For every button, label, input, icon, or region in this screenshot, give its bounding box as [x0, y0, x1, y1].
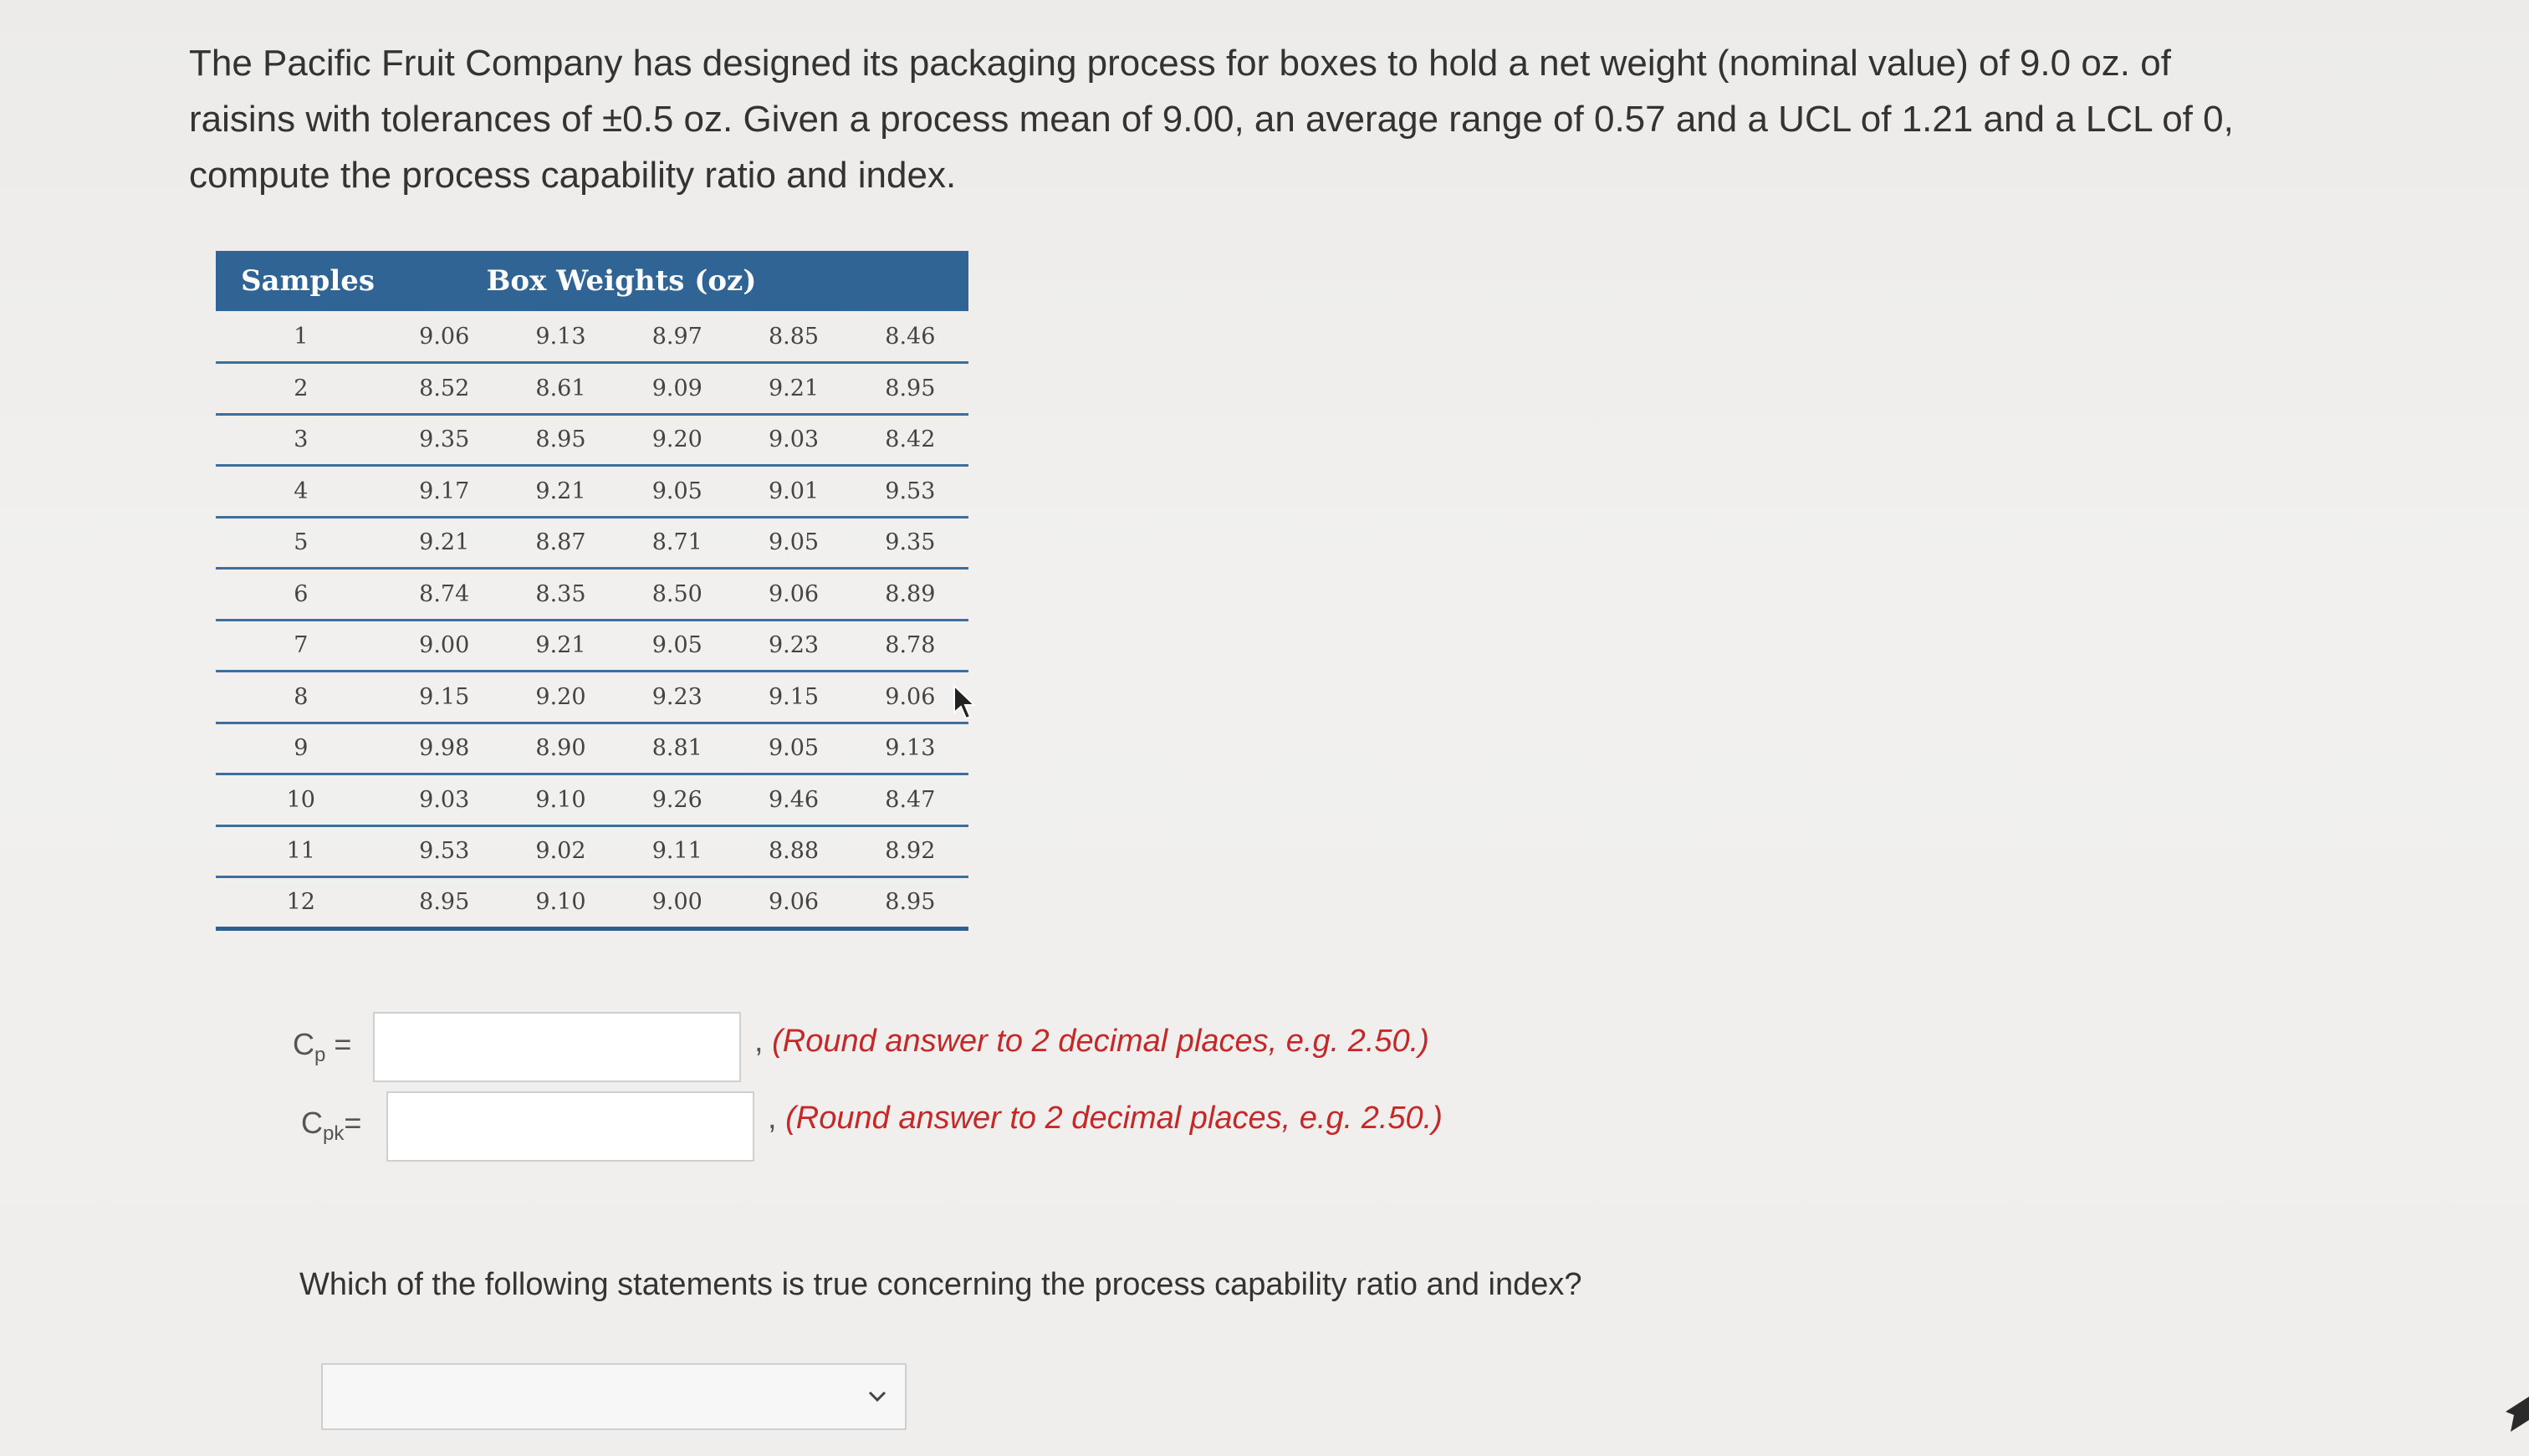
table-row [216, 466, 968, 518]
weight-cell: 9.35 [852, 517, 968, 569]
weight-cell: 8.87 [503, 517, 619, 569]
table-row [216, 569, 968, 621]
weight-cell: 8.95 [852, 363, 968, 415]
table-row [216, 620, 968, 672]
weight-cell: 9.15 [735, 672, 851, 723]
weight-cell: 8.89 [852, 569, 968, 621]
sample-number-cell: 11 [216, 825, 386, 877]
table-row [216, 311, 968, 363]
weight-cell: 8.47 [852, 774, 968, 826]
cpk-label-sub: pk [323, 1122, 345, 1146]
weight-cell: 9.00 [386, 620, 503, 672]
weight-cell: 9.35 [386, 414, 503, 466]
chevron-down-icon [865, 1383, 890, 1408]
weight-cell: 9.02 [503, 825, 619, 877]
table-row [216, 517, 968, 569]
weight-cell: 9.11 [619, 825, 735, 877]
table-row [216, 363, 968, 415]
weight-cell: 8.85 [735, 311, 851, 363]
weight-cell: 9.46 [735, 774, 851, 826]
header-samples: Samples [216, 251, 386, 311]
weight-cell: 9.13 [503, 311, 619, 363]
weight-cell: 9.26 [619, 774, 735, 826]
table-row [216, 723, 968, 774]
weight-cell: 9.06 [852, 672, 968, 723]
weight-cell: 8.95 [852, 877, 968, 929]
table-header-row [216, 251, 968, 311]
weight-cell: 8.61 [503, 363, 619, 415]
table-row [216, 672, 968, 723]
cp-label-eq: = [334, 1027, 352, 1061]
weight-cell: 9.20 [619, 414, 735, 466]
table-row [216, 877, 968, 929]
cpk-hint-text: (Round answer to 2 decimal places, e.g. 2.50.) [785, 1101, 1443, 1136]
weight-cell: 9.98 [386, 723, 503, 774]
table-row [216, 774, 968, 826]
weight-cell: 8.74 [386, 569, 503, 621]
sample-number-cell: 2 [216, 363, 386, 415]
weight-cell: 9.01 [735, 466, 851, 518]
weight-cell: 8.71 [619, 517, 735, 569]
sample-number-cell: 7 [216, 620, 386, 672]
weight-cell: 8.95 [503, 414, 619, 466]
weight-cell: 9.00 [619, 877, 735, 929]
cp-label-main: C [293, 1027, 314, 1061]
question2-text: Which of the following statements is true concerning the process capability ratio and index? [299, 1267, 1582, 1302]
weight-cell: 9.06 [386, 311, 503, 363]
weight-cell: 9.23 [735, 620, 851, 672]
weight-cell: 9.09 [619, 363, 735, 415]
sample-number-cell: 1 [216, 311, 386, 363]
weight-cell: 9.53 [852, 466, 968, 518]
weight-cell: 9.21 [386, 517, 503, 569]
weight-cell: 8.42 [852, 414, 968, 466]
weight-cell: 9.03 [735, 414, 851, 466]
weight-cell: 9.21 [735, 363, 851, 415]
weight-cell: 9.13 [852, 723, 968, 774]
weight-cell: 8.50 [619, 569, 735, 621]
weight-cell: 9.05 [735, 723, 851, 774]
statement-select[interactable] [321, 1363, 907, 1430]
weight-cell: 8.97 [619, 311, 735, 363]
weight-cell: 8.92 [852, 825, 968, 877]
weight-cell: 9.05 [619, 620, 735, 672]
cp-label-sub: p [314, 1044, 326, 1067]
sample-number-cell: 12 [216, 877, 386, 929]
weight-cell: 9.06 [735, 569, 851, 621]
question-text: The Pacific Fruit Company has designed its packaging process for boxes to hold a net weight (nominal value) of 9.0 oz. of raisins with tolerances of ±0.5 oz. Given a process mean of 9.00, an average range of 0.57 and a UCL of 1.21 and a LCL of 0, compute the process capability ratio and index. [189, 43, 2234, 196]
weight-cell: 9.10 [503, 877, 619, 929]
sample-number-cell: 4 [216, 466, 386, 518]
cpk-input[interactable] [386, 1091, 754, 1162]
table-row [216, 414, 968, 466]
weight-cell: 8.88 [735, 825, 851, 877]
weight-cell: 8.81 [619, 723, 735, 774]
weight-cell: 9.21 [503, 466, 619, 518]
weight-cell: 9.05 [735, 517, 851, 569]
weight-cell: 9.10 [503, 774, 619, 826]
weight-cell: 8.35 [503, 569, 619, 621]
cp-hint [754, 1024, 1429, 1060]
box-weights-table [216, 251, 968, 931]
mouse-pointer-icon [952, 684, 977, 721]
weight-cell: 9.23 [619, 672, 735, 723]
cpk-label [301, 1106, 361, 1146]
sample-number-cell: 9 [216, 723, 386, 774]
sample-number-cell: 3 [216, 414, 386, 466]
weight-cell: 8.95 [386, 877, 503, 929]
sample-number-cell: 10 [216, 774, 386, 826]
weight-cell: 8.78 [852, 620, 968, 672]
edge-cursor-icon [2496, 1395, 2529, 1433]
cp-comma: , [754, 1024, 764, 1059]
table-row [216, 825, 968, 877]
cp-input[interactable] [373, 1012, 741, 1082]
weight-cell: 9.06 [735, 877, 851, 929]
weight-cell: 9.15 [386, 672, 503, 723]
cpk-hint [768, 1101, 1443, 1137]
table-body [216, 311, 968, 928]
box-weights-table-container [216, 251, 968, 931]
weight-cell: 9.53 [386, 825, 503, 877]
weight-cell: 8.46 [852, 311, 968, 363]
weight-cell: 9.05 [619, 466, 735, 518]
weight-cell: 9.03 [386, 774, 503, 826]
weight-cell: 8.90 [503, 723, 619, 774]
header-box-weights: Box Weights (oz) [386, 251, 968, 311]
sample-number-cell: 6 [216, 569, 386, 621]
sample-number-cell: 5 [216, 517, 386, 569]
cpk-label-eq: = [344, 1106, 362, 1140]
weight-cell: 9.17 [386, 466, 503, 518]
cp-label [293, 1027, 351, 1067]
cp-hint-text: (Round answer to 2 decimal places, e.g. 2.50.) [772, 1024, 1429, 1059]
cpk-label-main: C [301, 1106, 323, 1140]
weight-cell: 8.52 [386, 363, 503, 415]
cpk-comma: , [768, 1101, 777, 1136]
sample-number-cell: 8 [216, 672, 386, 723]
weight-cell: 9.21 [503, 620, 619, 672]
weight-cell: 9.20 [503, 672, 619, 723]
